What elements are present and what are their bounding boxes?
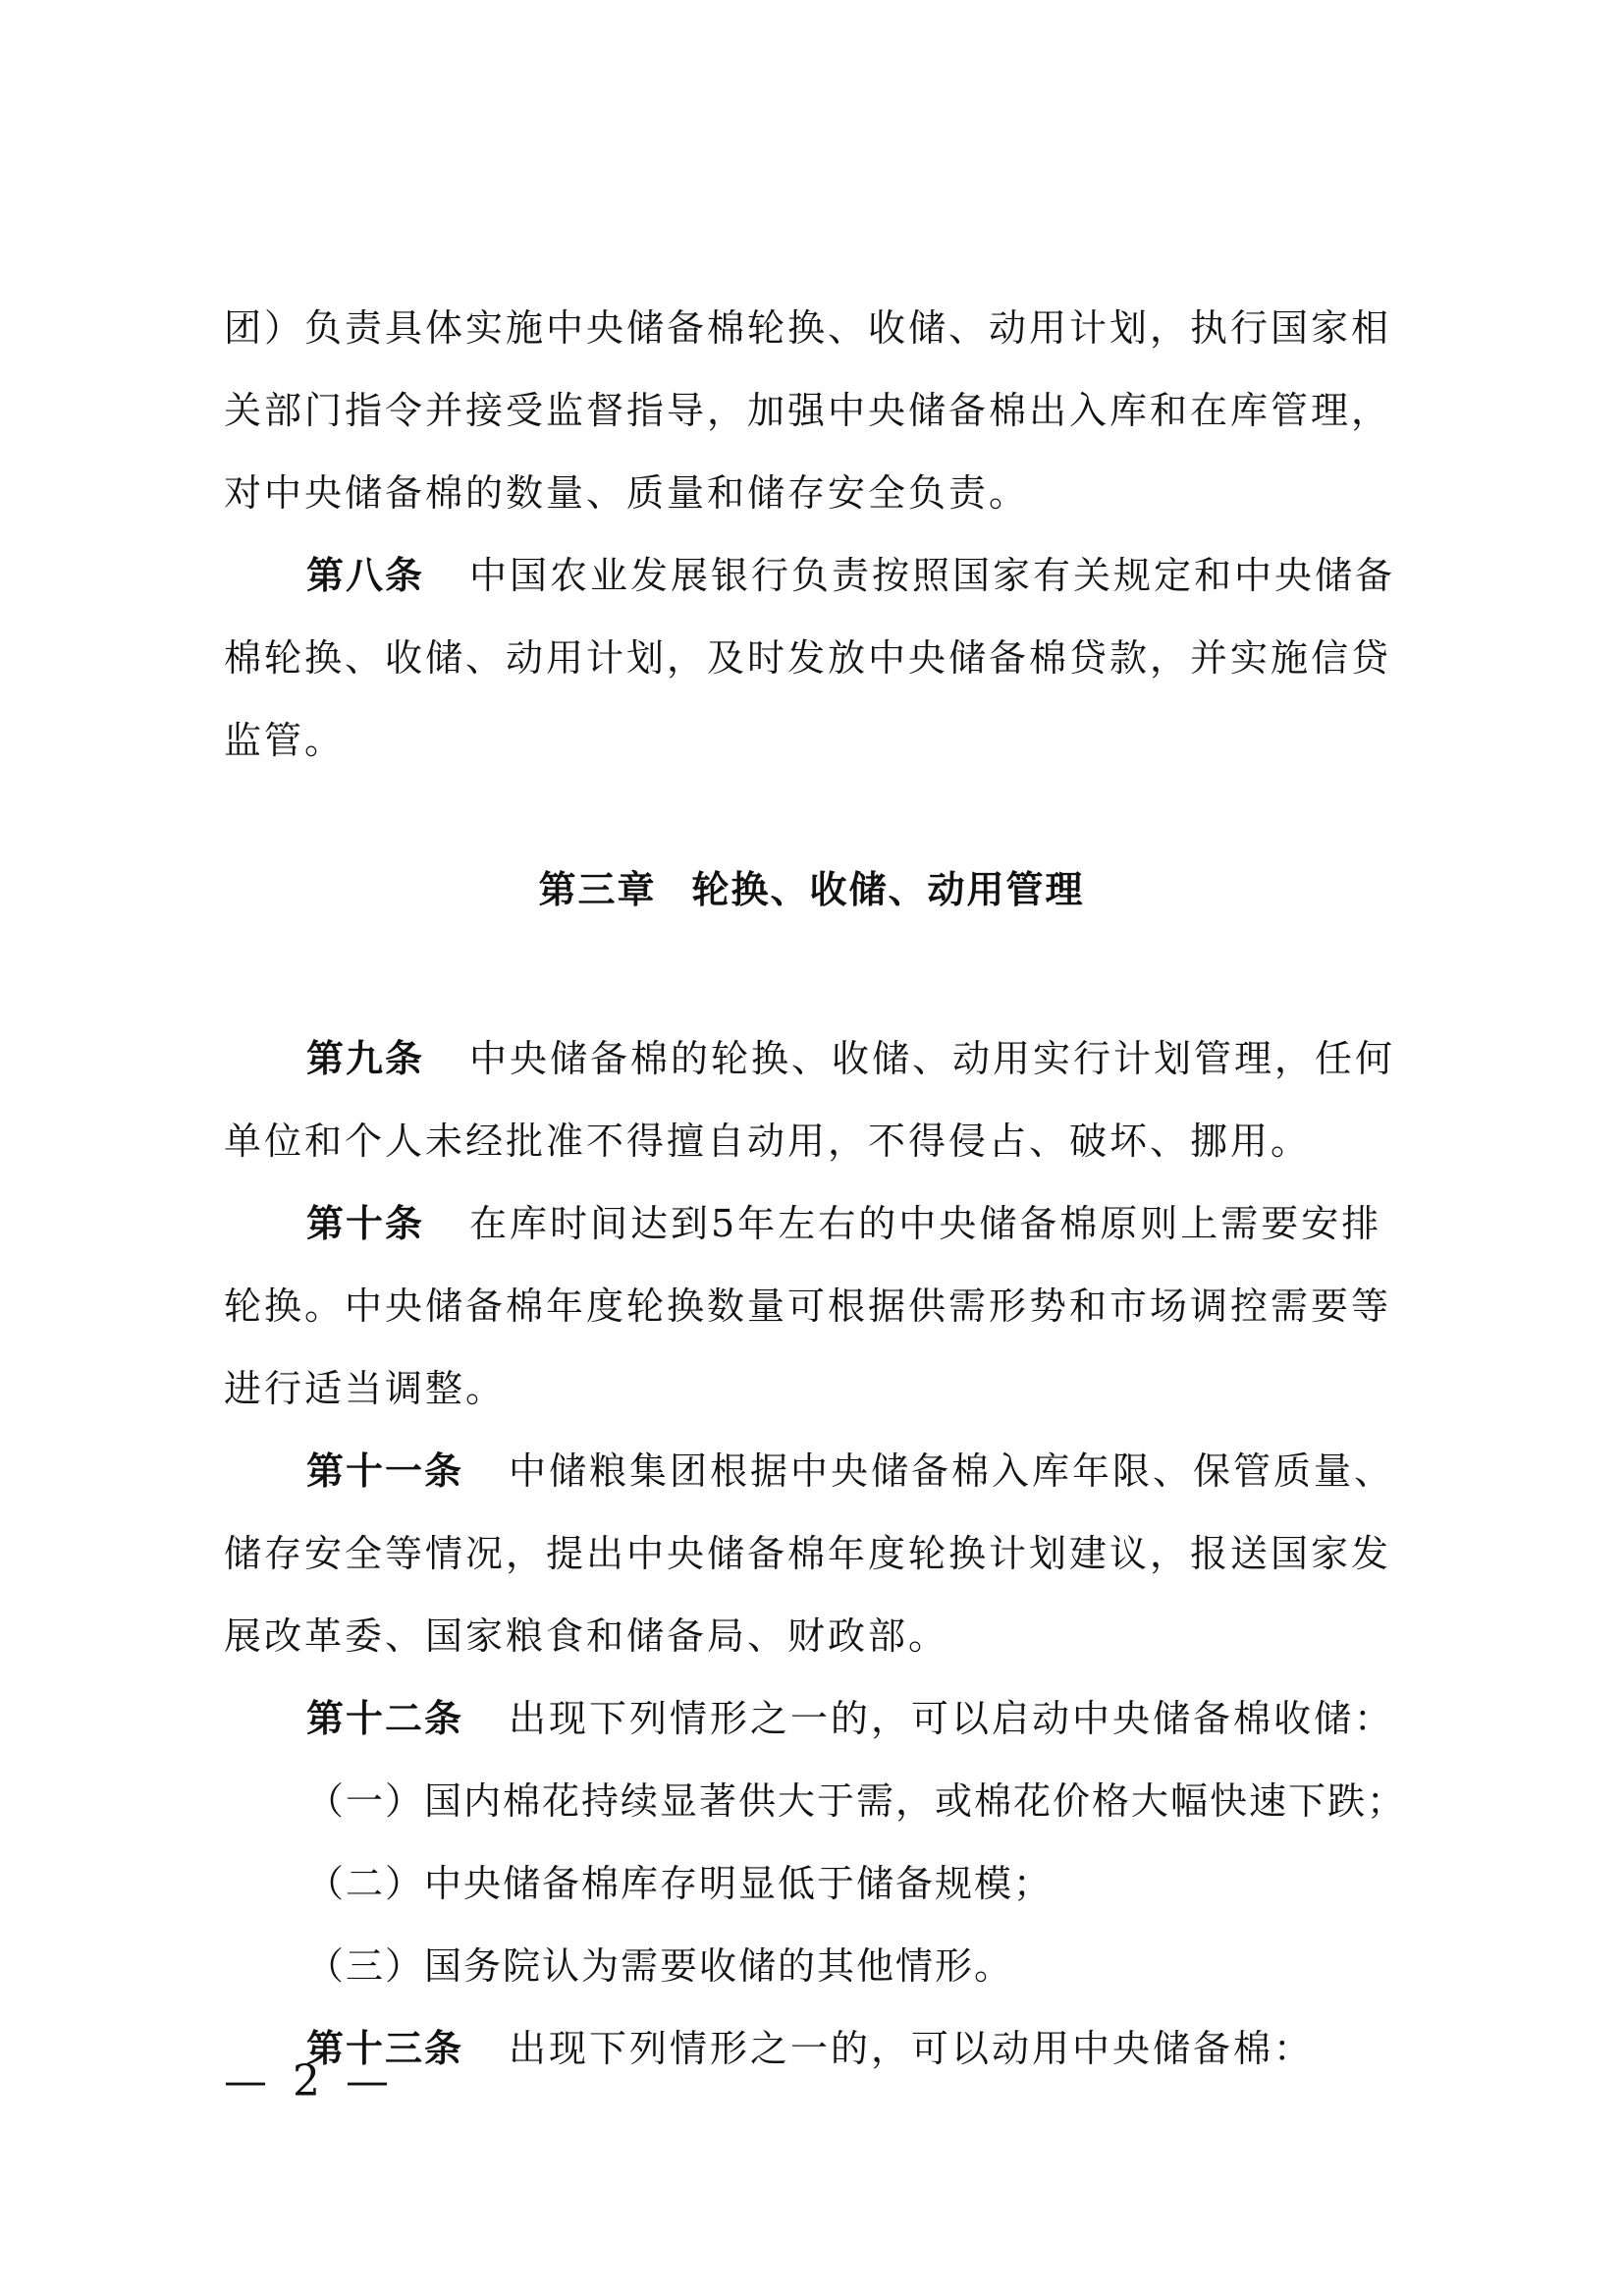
article-text: 中储粮集团根据中央储备棉入库年限、保管质量、储存安全等情况，提出中央储备棉年度轮换计划建议，报送国家发展改革委、国家粮食和储备局、财政部。 <box>224 1449 1395 1658</box>
list-item: （三）国务院认为需要收储的其他情形。 <box>306 1944 1014 1988</box>
article-10 <box>224 1182 1409 1430</box>
article-text: 中国农业发展银行负责按照国家有关规定和中央储备棉轮换、收储、动用计划，及时发放中央储备棉贷款，并实施信贷监管。 <box>224 554 1396 762</box>
article-text: 出现下列情形之一的，可以动用中央储备棉： <box>509 2027 1315 2070</box>
article-11 <box>224 1430 1409 1677</box>
article-text: 中央储备棉的轮换、收储、动用实行计划管理，任何单位和个人未经批准不得擅自动用，不得侵占、破坏、挪用。 <box>224 1037 1396 1163</box>
article-label: 第十条 <box>306 1202 425 1245</box>
article-13 <box>224 2007 1409 2090</box>
article-label: 第十三条 <box>306 2027 464 2070</box>
chapter-number: 第三章 <box>538 868 657 911</box>
list-item: （二）中央储备棉库存明显低于储备规模； <box>306 1862 1054 1905</box>
page-number: — 2 — <box>224 2056 395 2106</box>
article-label: 第十二条 <box>306 1697 464 1740</box>
article-text: 在库时间达到5年左右的中央储备棉原则上需要安排轮换。中央储备棉年度轮换数量可根据供需形势和市场调控需要等进行适当调整。 <box>224 1202 1392 1410</box>
list-item: （一）国内棉花持续显著供大于需，或棉花价格大幅快速下跌； <box>306 1779 1407 1823</box>
article-8 <box>224 534 1409 782</box>
article-label: 第十一条 <box>306 1449 464 1493</box>
continuation-paragraph: 团）负责具体实施中央储备棉轮换、收储、动用计划，执行国家相关部门指令并接受监督指导，加强中央储备棉出入库和在库管理，对中央储备棉的数量、质量和储存安全负责。 <box>224 306 1392 515</box>
chapter-title: 轮换、收储、动用管理 <box>691 868 1085 911</box>
article-text: 出现下列情形之一的，可以启动中央储备棉收储： <box>509 1697 1395 1740</box>
chapter-heading <box>0 860 1623 919</box>
article-label: 第九条 <box>306 1037 425 1080</box>
article-label: 第八条 <box>306 554 425 597</box>
article-9 <box>224 1017 1409 1182</box>
article-12 <box>224 1677 1409 1760</box>
